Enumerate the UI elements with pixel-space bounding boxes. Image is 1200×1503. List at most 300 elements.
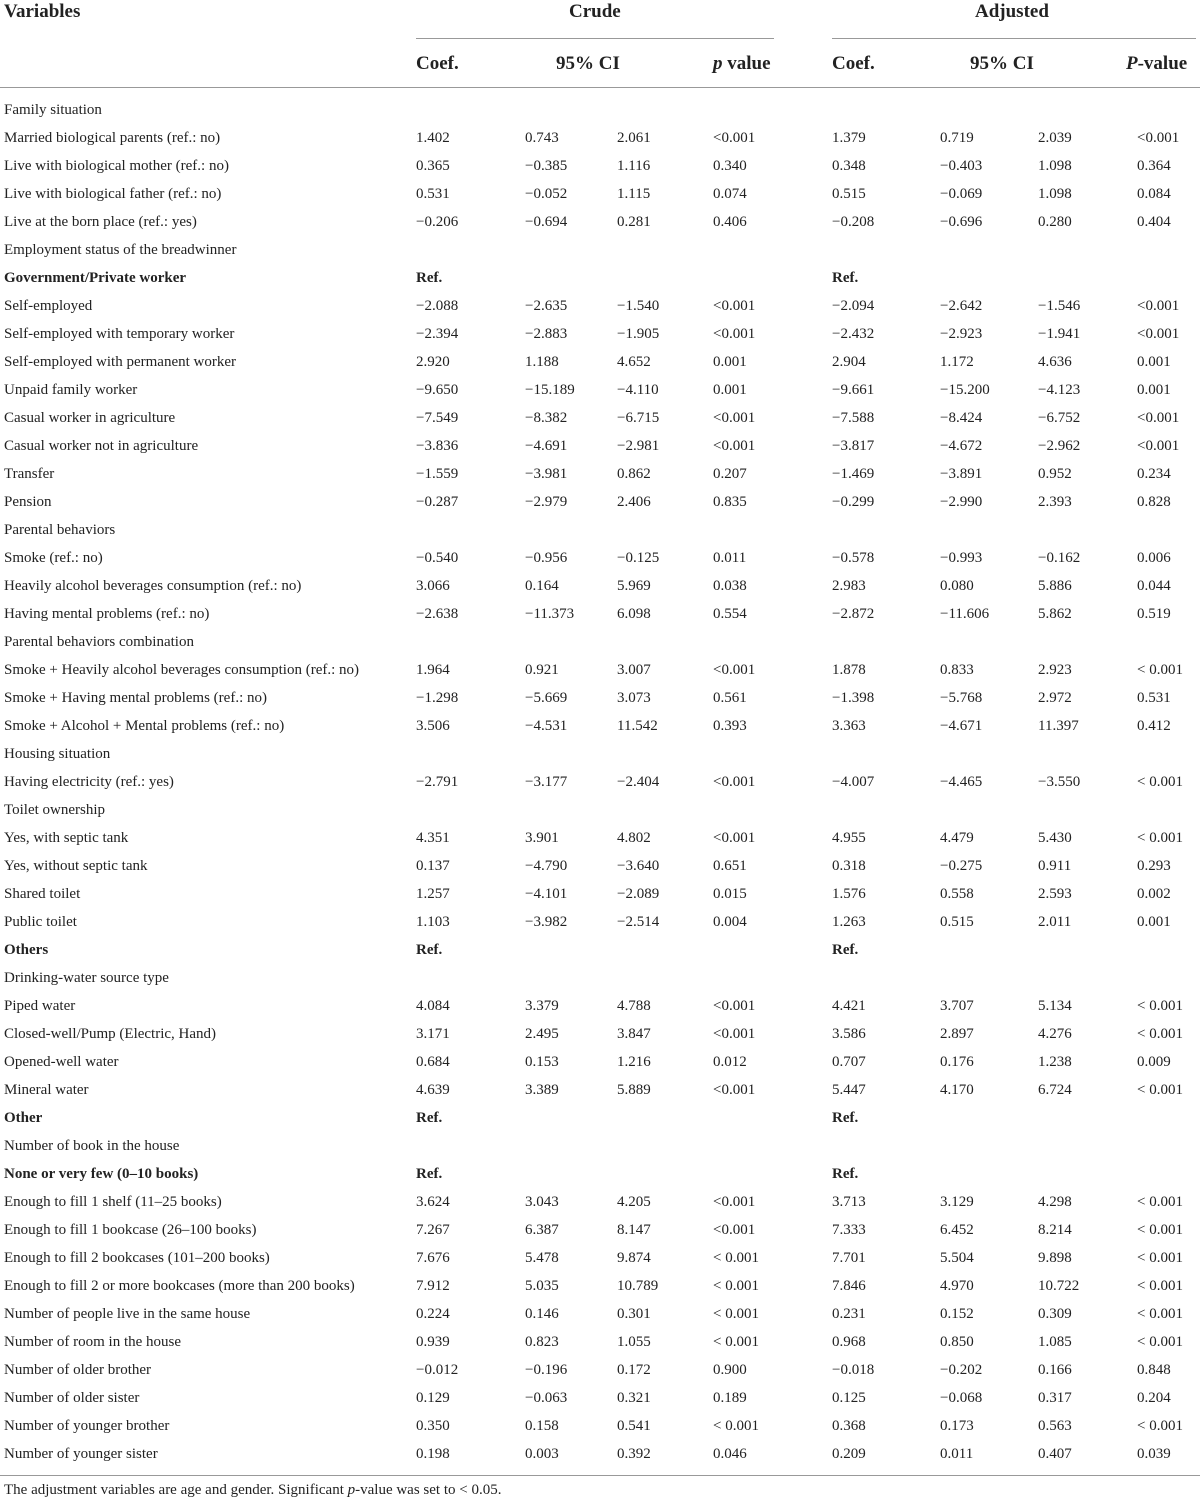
row-label: Public toilet [4, 913, 77, 930]
table-footnote: The adjustment variables are age and gender. Significant p-value was set to < 0.05. [4, 1482, 502, 1498]
table-row [0, 348, 1200, 376]
adjusted-ci-lower-cell [940, 1104, 1038, 1132]
row-label: Self-employed with temporary worker [4, 325, 235, 342]
adjusted-coef-cell: 3.363 [832, 717, 866, 734]
crude-ci-lower-cell [525, 1104, 617, 1132]
adjusted-coef-header: Coef. [832, 53, 875, 74]
crude-coef-cell: 0.129 [416, 1389, 450, 1406]
table-row [0, 1328, 1200, 1356]
adjusted-ci-lower-cell: −4.465 [940, 773, 983, 790]
group-heading-row [0, 740, 1200, 768]
adjusted-p-value-cell: 0.001 [1137, 353, 1171, 370]
adjusted-p-value-cell [1137, 796, 1200, 824]
crude-p-value-cell: < 0.001 [713, 1333, 759, 1350]
adjusted-coef-cell: −9.661 [832, 381, 875, 398]
adjusted-ci-lower-cell [940, 740, 1038, 768]
row-label: Unpaid family worker [4, 381, 138, 398]
crude-header: Crude [569, 1, 621, 22]
adjusted-ci-lower-cell: 0.011 [940, 1445, 974, 1462]
row-label: Transfer [4, 465, 55, 482]
crude-coef-cell: Ref. [416, 269, 443, 286]
crude-ci-lower-cell: 0.743 [525, 129, 559, 146]
adjusted-ci-lower-cell: 2.897 [940, 1025, 974, 1042]
adjusted-coef-cell: Ref. [832, 1165, 859, 1182]
crude-p-value-cell: 0.189 [713, 1389, 747, 1406]
crude-ci-upper-cell: 1.055 [617, 1333, 651, 1350]
adjusted-coef-cell: 7.846 [832, 1277, 866, 1294]
adjusted-ci-upper-cell: 0.317 [1038, 1389, 1072, 1406]
crude-coef-cell: 3.624 [416, 1193, 450, 1210]
adjusted-ci-upper-cell: 5.886 [1038, 577, 1072, 594]
adjusted-ci-upper-cell: 1.238 [1038, 1053, 1072, 1070]
row-label: Casual worker in agriculture [4, 409, 176, 426]
adjusted-p-value-cell: 0.828 [1137, 493, 1171, 510]
adjusted-ci-lower-cell: −0.696 [940, 213, 983, 230]
adjusted-ci-upper-cell: 2.923 [1038, 661, 1072, 678]
group-heading-row [0, 628, 1200, 656]
adjusted-ci-upper-cell: 0.952 [1038, 465, 1072, 482]
adjusted-ci-lower-cell: −0.068 [940, 1389, 983, 1406]
crude-ci-lower-cell: −11.373 [525, 605, 575, 622]
adjusted-ci-upper-cell: 4.636 [1038, 353, 1072, 370]
crude-coef-cell: 3.171 [416, 1025, 450, 1042]
adjusted-coef-cell: 3.713 [832, 1193, 866, 1210]
crude-p-value-cell: 0.340 [713, 157, 747, 174]
crude-coef-cell: −0.012 [416, 1361, 459, 1378]
adjusted-p-value-cell: 0.084 [1137, 185, 1171, 202]
adjusted-ci-upper-cell: 11.397 [1038, 717, 1079, 734]
adjusted-p-value-cell: 0.044 [1137, 577, 1171, 594]
adjusted-ci-upper-cell: 0.911 [1038, 857, 1072, 874]
adjusted-coef-cell: 5.447 [832, 1081, 866, 1098]
table-row [0, 908, 1200, 936]
adjusted-ci-lower-cell [940, 516, 1038, 544]
crude-p-value-cell: 0.900 [713, 1361, 747, 1378]
crude-ci-upper-cell: 3.007 [617, 661, 651, 678]
crude-ci-lower-cell [525, 236, 617, 264]
crude-ci-upper-cell: 3.073 [617, 689, 651, 706]
adjusted-ci-upper-cell: −2.962 [1038, 437, 1081, 454]
adjusted-p-value-cell: < 0.001 [1137, 1193, 1183, 1210]
adjusted-ci-lower-cell: −8.424 [940, 409, 983, 426]
crude-ci-upper-cell: 0.281 [617, 213, 651, 230]
adjusted-p-value-cell [1137, 236, 1200, 264]
row-label: Other [4, 1109, 43, 1126]
row-label: Parental behaviors [4, 521, 116, 538]
crude-ci-lower-cell: −3.981 [525, 465, 568, 482]
header-bottom-rule [0, 87, 1200, 88]
adjusted-ci-upper-cell: 2.593 [1038, 885, 1072, 902]
crude-coef-cell: 4.084 [416, 997, 450, 1014]
crude-ci-upper-cell [617, 936, 713, 964]
crude-coef-cell: −2.394 [416, 325, 459, 342]
adjusted-p-value-cell [1137, 264, 1200, 292]
adjusted-p-value-cell: < 0.001 [1137, 661, 1183, 678]
row-label: Number of book in the house [4, 1137, 180, 1154]
adjusted-ci-upper-cell: −4.123 [1038, 381, 1081, 398]
adjusted-ci-lower-cell: 4.170 [940, 1081, 974, 1098]
adjusted-ci-upper-cell: −1.941 [1038, 325, 1081, 342]
adjusted-ci-lower-cell [940, 1160, 1038, 1188]
adjusted-ci-upper-cell [1038, 236, 1137, 264]
adjusted-coef-cell: 0.125 [832, 1389, 866, 1406]
crude-ci-lower-cell: −3.982 [525, 913, 568, 930]
crude-coef-cell: Ref. [416, 941, 443, 958]
crude-p-value-cell: < 0.001 [713, 1305, 759, 1322]
adjusted-ci-upper-cell [1038, 796, 1137, 824]
adjusted-p-value-cell [1137, 1132, 1200, 1160]
adjusted-p-value-cell: 0.006 [1137, 549, 1171, 566]
adjusted-p-value-cell: < 0.001 [1137, 1025, 1183, 1042]
crude-coef-cell [416, 96, 525, 124]
row-label: Heavily alcohol beverages consumption (ref.: no) [4, 577, 302, 594]
crude-ci-lower-cell [525, 264, 617, 292]
adjusted-ci-lower-cell: 0.833 [940, 661, 974, 678]
crude-ci-lower-cell: −0.196 [525, 1361, 568, 1378]
row-label: None or very few (0–10 books) [4, 1165, 199, 1182]
adjusted-p-value-cell: <0.001 [1137, 437, 1180, 454]
adjusted-coef-cell: 0.231 [832, 1305, 866, 1322]
row-label: Family situation [4, 101, 102, 118]
crude-coef-cell: −9.650 [416, 381, 459, 398]
crude-p-value-cell: <0.001 [713, 409, 756, 426]
adjusted-p-value-cell: <0.001 [1137, 409, 1180, 426]
crude-ci-lower-cell: −4.531 [525, 717, 568, 734]
table-row [0, 1356, 1200, 1384]
adjusted-ci-lower-cell [940, 1132, 1038, 1160]
table-row [0, 208, 1200, 236]
table-row [0, 1020, 1200, 1048]
adjusted-p-value-cell: < 0.001 [1137, 1249, 1183, 1266]
adjusted-ci-lower-cell [940, 264, 1038, 292]
adjusted-ci-lower-cell: −2.642 [940, 297, 983, 314]
row-label: Closed-well/Pump (Electric, Hand) [4, 1025, 217, 1042]
crude-ci-lower-cell [525, 936, 617, 964]
crude-coef-cell: 4.351 [416, 829, 450, 846]
crude-p-value-cell: 0.561 [713, 689, 747, 706]
table-row [0, 684, 1200, 712]
crude-p-value-cell [713, 628, 832, 656]
crude-p-value-cell: <0.001 [713, 437, 756, 454]
row-label: Having electricity (ref.: yes) [4, 773, 174, 790]
adjusted-ci-upper-cell: 5.430 [1038, 829, 1072, 846]
row-label: Yes, with septic tank [4, 829, 129, 846]
adjusted-coef-cell: 1.878 [832, 661, 866, 678]
table-row [0, 404, 1200, 432]
reference-row [0, 1160, 1200, 1188]
crude-ci-upper-cell: 4.652 [617, 353, 651, 370]
adjusted-ci-lower-cell: 1.172 [940, 353, 974, 370]
adjusted-coef-cell: −1.398 [832, 689, 875, 706]
crude-coef-cell: 0.198 [416, 1445, 450, 1462]
adjusted-ci-lower-cell [940, 936, 1038, 964]
adjusted-ci-upper-cell: 2.039 [1038, 129, 1072, 146]
crude-coef-cell: −7.549 [416, 409, 459, 426]
crude-ci-lower-cell: 0.921 [525, 661, 559, 678]
crude-coef-cell: 2.920 [416, 353, 450, 370]
crude-p-value-cell [713, 1132, 832, 1160]
adjusted-ci-lower-cell: −0.275 [940, 857, 983, 874]
adjusted-ci-lower-cell: −2.923 [940, 325, 983, 342]
crude-ci-upper-cell: 1.115 [617, 185, 651, 202]
crude-ci-upper-cell: 8.147 [617, 1221, 651, 1238]
crude-coef-cell: −0.287 [416, 493, 459, 510]
crude-coef-cell: −1.559 [416, 465, 459, 482]
table-row [0, 1048, 1200, 1076]
adjusted-ci-upper-cell [1038, 740, 1137, 768]
crude-p-value-cell: <0.001 [713, 325, 756, 342]
adjusted-ci-lower-cell: 3.129 [940, 1193, 974, 1210]
crude-ci-lower-cell [525, 516, 617, 544]
table-row [0, 600, 1200, 628]
adjusted-p-value-cell: <0.001 [1137, 325, 1180, 342]
group-heading-row [0, 796, 1200, 824]
crude-p-value-cell: 0.554 [713, 605, 747, 622]
adjusted-p-value-cell: < 0.001 [1137, 829, 1183, 846]
adjusted-ci-upper-cell [1038, 936, 1137, 964]
adjusted-ci-upper-cell [1038, 264, 1137, 292]
adjusted-header: Adjusted [975, 1, 1049, 22]
crude-ci-upper-cell [617, 236, 713, 264]
adjusted-ci-upper-cell: 2.393 [1038, 493, 1072, 510]
crude-ci-lower-cell: −0.694 [525, 213, 568, 230]
adjusted-coef-cell: 0.209 [832, 1445, 866, 1462]
adjusted-ci-lower-cell: −3.891 [940, 465, 983, 482]
crude-ci-lower-cell: 3.379 [525, 997, 559, 1014]
adjusted-ci-upper-cell: 9.898 [1038, 1249, 1072, 1266]
crude-coef-cell [416, 796, 525, 824]
adjusted-coef-cell: 0.368 [832, 1417, 866, 1434]
crude-ci-lower-cell: 0.153 [525, 1053, 559, 1070]
crude-coef-cell: −2.791 [416, 773, 459, 790]
crude-coef-cell: −0.540 [416, 549, 459, 566]
adjusted-coef-cell [832, 964, 940, 992]
crude-ci-upper-cell: −2.089 [617, 885, 660, 902]
adjusted-coef-cell: −3.817 [832, 437, 875, 454]
table-row [0, 1384, 1200, 1412]
table-row [0, 1440, 1200, 1468]
adjusted-p-value-cell [1137, 96, 1200, 124]
crude-ci-lower-cell: 5.478 [525, 1249, 559, 1266]
table-row [0, 544, 1200, 572]
row-label: Number of older brother [4, 1361, 152, 1378]
adjusted-p-value-cell: 0.002 [1137, 885, 1171, 902]
crude-p-value-cell: 0.046 [713, 1445, 747, 1462]
adjusted-ci-lower-cell: 0.850 [940, 1333, 974, 1350]
crude-p-value-cell: 0.393 [713, 717, 747, 734]
crude-coef-cell: 4.639 [416, 1081, 450, 1098]
adjusted-p-value-cell: < 0.001 [1137, 1333, 1183, 1350]
adjusted-ci-lower-cell: 6.452 [940, 1221, 974, 1238]
row-label: Smoke + Heavily alcohol beverages consumption (ref.: no) [4, 661, 360, 678]
adjusted-ci-upper-cell [1038, 1160, 1137, 1188]
crude-coef-cell: 0.939 [416, 1333, 450, 1350]
adjusted-coef-cell: 1.263 [832, 913, 866, 930]
adjusted-ci-upper-cell: −6.752 [1038, 409, 1081, 426]
crude-p-value-cell: 0.038 [713, 577, 747, 594]
adjusted-coef-cell [832, 796, 940, 824]
adjusted-coef-cell [832, 236, 940, 264]
row-label: Number of room in the house [4, 1333, 182, 1350]
group-heading-row [0, 964, 1200, 992]
adjusted-p-value-cell: 0.234 [1137, 465, 1171, 482]
crude-coef-cell: 0.137 [416, 857, 450, 874]
crude-ci-upper-cell: 6.098 [617, 605, 651, 622]
adjusted-coef-cell [832, 96, 940, 124]
table-row [0, 488, 1200, 516]
group-heading-row [0, 516, 1200, 544]
row-label: Enough to fill 1 bookcase (26–100 books) [4, 1221, 257, 1238]
crude-coef-cell [416, 1132, 525, 1160]
adjusted-ci-upper-cell: 1.098 [1038, 185, 1072, 202]
crude-ci-lower-cell [525, 964, 617, 992]
crude-coef-cell: 0.684 [416, 1053, 450, 1070]
adjusted-ci-upper-cell: 0.166 [1038, 1361, 1072, 1378]
adjusted-ci-lower-cell: −0.993 [940, 549, 983, 566]
crude-ci-upper-cell: −6.715 [617, 409, 660, 426]
adjusted-p-value-cell: 0.404 [1137, 213, 1171, 230]
table-row [0, 712, 1200, 740]
crude-ci-upper-cell: 5.969 [617, 577, 651, 594]
crude-ci-lower-cell: 0.158 [525, 1417, 559, 1434]
adjusted-ci-lower-cell: −5.768 [940, 689, 983, 706]
crude-coef-cell: 1.402 [416, 129, 450, 146]
row-label: Enough to fill 2 or more bookcases (more than 200 books) [4, 1277, 355, 1294]
crude-p-value-cell [713, 516, 832, 544]
adjusted-ci-lower-cell: 0.176 [940, 1053, 974, 1070]
crude-p-value-cell: <0.001 [713, 1081, 756, 1098]
adjusted-ci-upper-cell: 0.280 [1038, 213, 1072, 230]
adjusted-p-value-cell: 0.293 [1137, 857, 1171, 874]
crude-ci-lower-cell [525, 796, 617, 824]
table-row [0, 432, 1200, 460]
adjusted-ci-lower-cell: −11.606 [940, 605, 990, 622]
adjusted-ci-upper-cell: 2.972 [1038, 689, 1072, 706]
results-table [0, 96, 1200, 1468]
crude-p-value-cell: <0.001 [713, 297, 756, 314]
row-label: Mineral water [4, 1081, 89, 1098]
adjusted-p-value-cell: 0.001 [1137, 381, 1171, 398]
adjusted-ci-upper-cell [1038, 964, 1137, 992]
adjusted-p-header: P-value [1126, 53, 1188, 74]
adjusted-coef-cell: 2.983 [832, 577, 866, 594]
table-row [0, 852, 1200, 880]
crude-coef-cell: 1.257 [416, 885, 450, 902]
adjusted-coef-cell: −2.872 [832, 605, 875, 622]
crude-ci-upper-cell: 0.541 [617, 1417, 651, 1434]
table-row [0, 292, 1200, 320]
row-label: Opened-well water [4, 1053, 119, 1070]
crude-ci-upper-cell [617, 96, 713, 124]
table-row [0, 880, 1200, 908]
table-row [0, 992, 1200, 1020]
adjusted-ci-lower-cell [940, 236, 1038, 264]
adjusted-ci-upper-cell [1038, 1104, 1137, 1132]
adjusted-ci-lower-cell: −15.200 [940, 381, 990, 398]
crude-ci-lower-cell: 5.035 [525, 1277, 559, 1294]
reference-row [0, 936, 1200, 964]
crude-ci-upper-cell: 4.802 [617, 829, 651, 846]
crude-coef-cell: 0.531 [416, 185, 450, 202]
row-label: Shared toilet [4, 885, 81, 902]
crude-ci-lower-cell: 0.146 [525, 1305, 559, 1322]
crude-ci-lower-cell [525, 1132, 617, 1160]
table-row [0, 1300, 1200, 1328]
adjusted-p-value-cell: 0.009 [1137, 1053, 1171, 1070]
crude-coef-cell: −2.088 [416, 297, 459, 314]
crude-ci-upper-cell: 0.321 [617, 1389, 651, 1406]
crude-p-header: p value [713, 53, 771, 74]
crude-coef-cell: 3.506 [416, 717, 450, 734]
crude-coef-cell: −1.298 [416, 689, 459, 706]
crude-p-value-cell [713, 964, 832, 992]
adjusted-ci-lower-cell: 0.152 [940, 1305, 974, 1322]
adjusted-p-value-cell: < 0.001 [1137, 773, 1183, 790]
adjusted-p-value-cell: < 0.001 [1137, 997, 1183, 1014]
adjusted-ci-upper-cell: 4.276 [1038, 1025, 1072, 1042]
crude-ci-upper-cell [617, 796, 713, 824]
adjusted-ci-lower-cell [940, 796, 1038, 824]
crude-ci-upper-cell [617, 628, 713, 656]
crude-ci-upper-cell [617, 1104, 713, 1132]
crude-ci-lower-cell: 1.188 [525, 353, 559, 370]
crude-ci-lower-cell: 0.003 [525, 1445, 559, 1462]
crude-ci-lower-cell: −0.956 [525, 549, 568, 566]
adjusted-ci-upper-cell: 0.309 [1038, 1305, 1072, 1322]
row-label: Number of younger sister [4, 1445, 158, 1462]
crude-ci-upper-cell: −2.514 [617, 913, 660, 930]
adjusted-coef-cell: 0.515 [832, 185, 866, 202]
crude-ci-lower-cell: −15.189 [525, 381, 575, 398]
row-label: Parental behaviors combination [4, 633, 194, 650]
row-label: Smoke + Having mental problems (ref.: no) [4, 689, 267, 706]
crude-p-value-cell: 0.651 [713, 857, 747, 874]
crude-p-value-cell [713, 740, 832, 768]
adjusted-ci-upper-cell [1038, 516, 1137, 544]
adjusted-coef-cell: 7.333 [832, 1221, 866, 1238]
adjusted-ci-upper-cell: 1.098 [1038, 157, 1072, 174]
crude-ci-upper-cell: −2.404 [617, 773, 660, 790]
adjusted-coef-cell [832, 628, 940, 656]
crude-ci-upper-cell: 1.216 [617, 1053, 651, 1070]
adjusted-ci-lower-cell: −0.069 [940, 185, 983, 202]
crude-p-value-cell: <0.001 [713, 661, 756, 678]
row-label: Housing situation [4, 745, 111, 762]
adjusted-p-value-cell: 0.039 [1137, 1445, 1171, 1462]
adjusted-coef-cell [832, 740, 940, 768]
crude-coef-cell: −3.836 [416, 437, 459, 454]
row-label: Piped water [4, 997, 76, 1014]
adjusted-p-value-cell: 0.001 [1137, 913, 1171, 930]
adjusted-p-value-cell [1137, 936, 1200, 964]
adjusted-ci-upper-cell: 0.407 [1038, 1445, 1072, 1462]
crude-coef-cell: 0.350 [416, 1417, 450, 1434]
crude-ci-lower-cell: −4.101 [525, 885, 568, 902]
table-row [0, 376, 1200, 404]
adjusted-p-value-cell: 0.848 [1137, 1361, 1171, 1378]
adjusted-p-value-cell: 0.364 [1137, 157, 1171, 174]
adjusted-coef-cell: 2.904 [832, 353, 866, 370]
adjusted-ci-upper-cell: 0.563 [1038, 1417, 1072, 1434]
adjusted-ci-lower-cell: −0.403 [940, 157, 983, 174]
adjusted-coef-cell [832, 516, 940, 544]
crude-p-value-cell: 0.001 [713, 353, 747, 370]
crude-ci-upper-cell [617, 1160, 713, 1188]
group-heading-row [0, 236, 1200, 264]
adjusted-ci-upper-cell: −3.550 [1038, 773, 1081, 790]
table-row [0, 1412, 1200, 1440]
adjusted-p-value-cell [1137, 1104, 1200, 1132]
